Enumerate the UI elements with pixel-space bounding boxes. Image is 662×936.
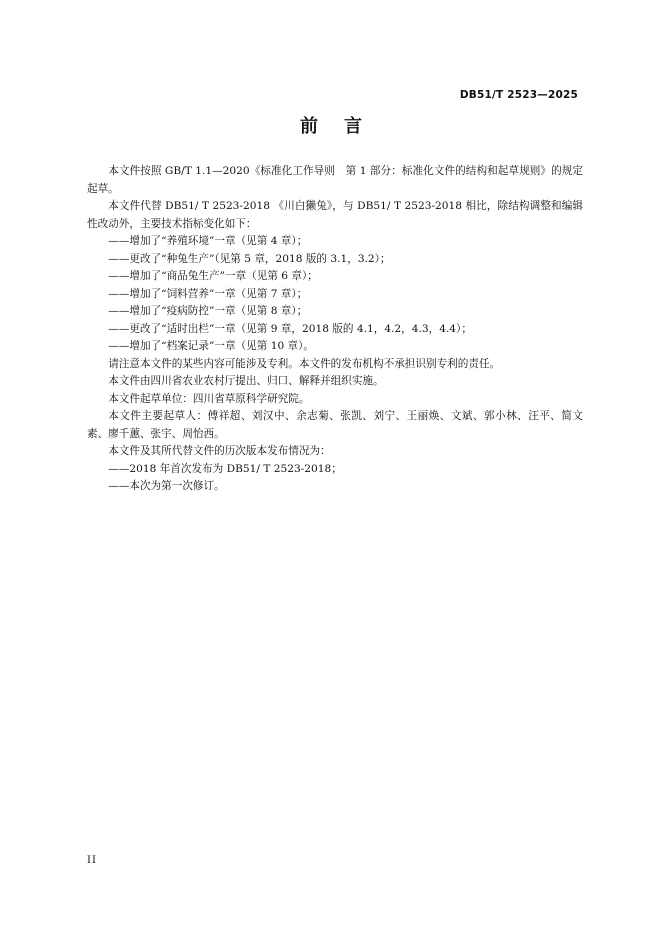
change-item: ——更改了“适时出栏”一章（见第 9 章，2018 版的 4.1，4.2，4.3，4.4）； xyxy=(108,322,472,335)
change-item: ——增加了“档案记录”一章（见第 10 章）。 xyxy=(108,340,315,352)
change-item: ——增加了“养殖环境”一章（见第 4 章）； xyxy=(108,235,308,247)
page-title: 前言 xyxy=(300,116,388,137)
paragraph-proposer: 本文件由四川省农业农村厅提出、归口、解释并组织实施。 xyxy=(108,375,384,387)
document-code: DB51/T 2523—2025 xyxy=(459,89,578,101)
foreword-body xyxy=(87,163,583,496)
page-number: II xyxy=(87,855,97,866)
paragraph-drafting-unit: 本文件起草单位：四川省草原科学研究院。 xyxy=(108,392,310,405)
history-item: ——2018 年首次发布为 DB51/ T 2523-2018； xyxy=(108,462,342,475)
paragraph-drafters: 本文件主要起草人：傅祥超、刘汉中、余志菊、张凯、刘宁、王丽焕、文斌、郭小林、汪平、简文素、廖千蕙、张宇、周怡西。 xyxy=(87,410,583,440)
change-item: ——更改了“种兔生产”（见第 5 章，2018 版的 3.1，3.2）； xyxy=(108,252,391,265)
paragraph-replacement: 本文件代替 DB51/ T 2523-2018 《川白獭兔》，与 DB51/ T 2523-2018 相比，除结构调整和编辑性改动外，主要技术指标变化如下： xyxy=(87,200,583,230)
change-item: ——增加了“商品兔生产”一章（见第 6 章）； xyxy=(108,270,318,282)
history-item: ——本次为第一次修订。 xyxy=(108,480,225,492)
change-item: ——增加了“疫病防控”一章（见第 8 章）； xyxy=(108,305,308,317)
paragraph-patent-notice: 请注意本文件的某些内容可能涉及专利。本文件的发布机构不承担识别专利的责任。 xyxy=(108,357,501,370)
change-item: ——增加了“饲料营养”一章（见第 7 章）； xyxy=(108,287,308,300)
paragraph-drafting-basis: 本文件按照 GB/T 1.1—2020《标准化工作导则 第 1 部分：标准化文件的结构和起草规则》的规定起草。 xyxy=(87,165,583,195)
paragraph-history-intro: 本文件及其所代替文件的历次版本发布情况为： xyxy=(108,445,331,457)
